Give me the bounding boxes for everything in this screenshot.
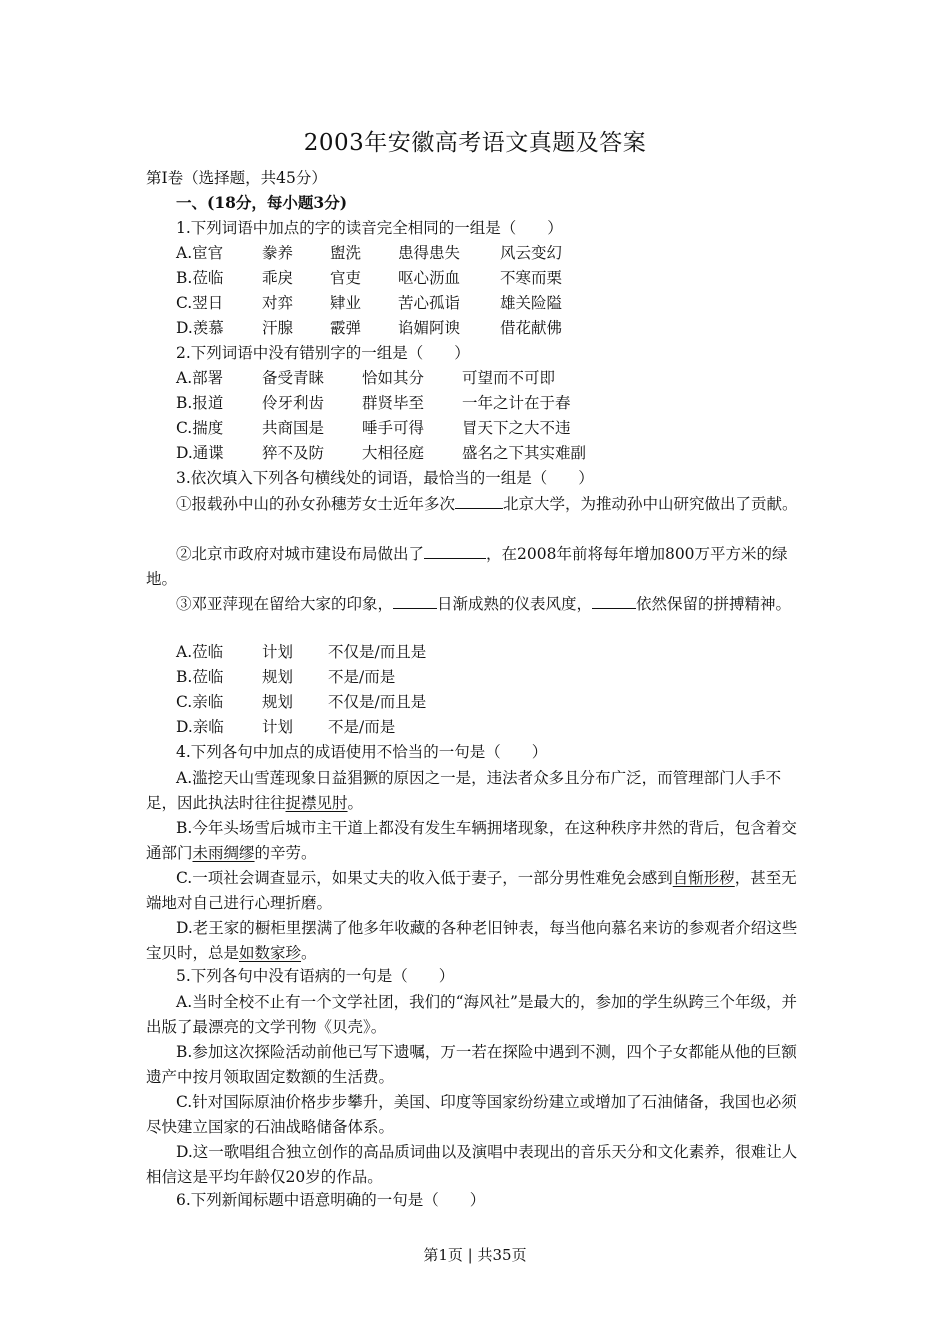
q2-option-c: [176, 418, 571, 438]
q3-c-word2: 规划: [262, 693, 294, 711]
q4-option-d: [146, 916, 806, 966]
q3-option-a: [176, 642, 426, 662]
q3-c-word1: C.亲临: [176, 693, 224, 711]
section-header: 第Ⅰ卷（选择题，共45分）: [146, 169, 327, 187]
q1-option-b: [176, 268, 562, 288]
q3-d-word2: 计划: [262, 718, 294, 736]
page-title: 2003年安徽高考语文真题及答案: [303, 130, 647, 156]
q2-a-word2: 备受青睐: [262, 369, 325, 387]
q5-option-b: B.参加这次探险活动前他已写下遗嘱，万一若在探险中遇到不测，四个子女都能从他的巨额遗产中按月领取固定数额的生活费。: [146, 1043, 797, 1086]
q2-a-word3: 恰如其分: [362, 369, 425, 387]
q3-s2-blank: [424, 544, 486, 559]
q2-c-word3: 唾手可得: [362, 419, 425, 437]
q3-d-word3: 不是/而是: [328, 718, 396, 736]
q2-d-word3: 大相径庭: [362, 444, 425, 462]
q2-d-word4: 盛名之下其实难副: [462, 444, 587, 462]
q1-d-word1: D.羡慕: [176, 319, 224, 337]
q2-c-word4: 冒天下之大不违: [462, 419, 571, 437]
q3-s2-text-a: ②北京市政府对城市建设布局做出了: [176, 545, 425, 563]
q3-option-b: [176, 667, 395, 687]
q2-c-word1: C.揣度: [176, 419, 224, 437]
q3-sentence-3: [146, 592, 806, 617]
q2-d-word2: 猝不及防: [262, 444, 325, 462]
q3-s3-text-b: 日渐成熟的仪表风度，: [437, 595, 593, 613]
q4-c-idiom: 自惭形秽: [672, 869, 735, 887]
q1-d-word2: 汗腺: [262, 319, 294, 337]
q1-c-word5: 雄关险隘: [500, 294, 563, 312]
q3-s3-blank-2: [592, 594, 636, 609]
question-1-stem: 1.下列词语中加点的字的读音完全相同的一组是（ ）: [176, 219, 563, 237]
q3-b-word3: 不是/而是: [328, 668, 396, 686]
q4-c-end: ，甚至无端地对自己进行心理折磨。: [146, 869, 797, 912]
q1-option-a: [176, 243, 562, 263]
q2-d-word1: D.通谍: [176, 444, 224, 462]
q3-s3-blank-1: [393, 594, 437, 609]
q4-d-idiom: 如数家珍: [239, 944, 302, 962]
q5-option-a: A.当时全校不止有一个文学社团，我们的“海风社”是最大的，参加的学生纵跨三个年级，并出版了最漂亮的文学刊物《贝壳》。: [146, 993, 797, 1036]
q3-option-d: [176, 717, 395, 737]
q3-d-word1: D.亲临: [176, 718, 224, 736]
q3-s2-text-b: ，在2008年前将每年增加800万平方米的绿地。: [146, 545, 788, 588]
q3-a-word3: 不仅是/而且是: [328, 643, 427, 661]
q4-option-b: [146, 816, 806, 866]
q2-b-word4: 一年之计在于春: [462, 394, 571, 412]
question-3-stem: 3.依次填入下列各句横线处的词语，最恰当的一组是（ ）: [176, 469, 594, 487]
q5-option-d: D.这一歌唱组合独立创作的高品质词曲以及演唱中表现出的音乐天分和文化素养，很难让人相信这是平均年龄仅20岁的作品。: [146, 1143, 798, 1186]
q2-b-word1: B.报道: [176, 394, 224, 412]
q4-d-end: 。: [301, 944, 317, 962]
question-5-stem: 5.下列各句中没有语病的一句是（ ）: [176, 967, 455, 985]
q1-option-c: [176, 293, 562, 313]
q1-b-word1: B.莅临: [176, 269, 224, 287]
q2-option-a: [176, 368, 555, 388]
q3-a-word1: A.莅临: [176, 643, 224, 661]
q3-b-word2: 规划: [262, 668, 294, 686]
q4-b-end: 的辛劳。: [254, 844, 317, 862]
q4-b-idiom: 未雨绸缪: [192, 844, 255, 862]
question-6-stem: 6.下列新闻标题中语意明确的一句是（ ）: [176, 1191, 486, 1209]
q3-c-word3: 不仅是/而且是: [328, 693, 427, 711]
q3-s1-text-a: ①报载孙中山的孙女孙穗芳女士近年多次: [176, 495, 456, 513]
q4-b-text: B.今年头场雪后城市主干道上都没有发生车辆拥堵现象，在这种秩序井然的背后，包含着交通部门: [146, 819, 797, 862]
q1-d-word3: 霰弹: [330, 319, 362, 337]
q3-s1-text-b: 北京大学，为推动孙中山研究做出了贡献。: [503, 495, 798, 513]
q1-c-word4: 苦心孤诣: [398, 294, 461, 312]
q5-option-c: C.针对国际原油价格步步攀升，美国、印度等国家纷纷建立或增加了石油储备，我国也必须尽快建立国家的石油战略储备体系。: [146, 1093, 797, 1136]
q1-b-word2: 乖戾: [262, 269, 294, 287]
q1-c-word3: 肄业: [330, 294, 362, 312]
q4-a-text: A.滥挖天山雪莲现象日益猖獗的原因之一是，违法者众多且分布广泛，而管理部门人手不足，因此执法时往往: [146, 769, 782, 812]
q3-a-word2: 计划: [262, 643, 294, 661]
q2-c-word2: 共商国是: [262, 419, 325, 437]
q1-b-word3: 官吏: [330, 269, 362, 287]
q3-s3-text-a: ③邓亚萍现在留给大家的印象，: [176, 595, 394, 613]
q4-c-text: C.一项社会调查显示，如果丈夫的收入低于妻子，一部分男性难免会感到: [176, 869, 673, 887]
q3-sentence-1: [146, 492, 806, 517]
q4-option-a: [146, 766, 806, 816]
q2-option-b: [176, 393, 571, 413]
q2-b-word3: 群贤毕至: [362, 394, 425, 412]
q4-a-idiom: 捉襟见肘: [285, 794, 348, 812]
q3-option-c: [176, 692, 426, 712]
q3-b-word1: B.莅临: [176, 668, 224, 686]
q1-c-word2: 对弈: [262, 294, 294, 312]
question-4-stem: 4.下列各句中加点的成语使用不恰当的一句是（ ）: [176, 743, 548, 761]
q3-s1-blank: [455, 494, 503, 509]
q1-a-word4: 患得患失: [398, 244, 461, 262]
q2-option-d: [176, 443, 586, 463]
q4-a-end: 。: [347, 794, 364, 812]
q2-a-word4: 可望而不可即: [462, 369, 556, 387]
q1-b-word4: 呕心沥血: [398, 269, 461, 287]
q1-option-d: [176, 318, 562, 338]
question-2-stem: 2.下列词语中没有错别字的一组是（ ）: [176, 344, 470, 362]
q1-d-word5: 借花献佛: [500, 319, 563, 337]
q1-a-word3: 盥洗: [330, 244, 362, 262]
q1-b-word5: 不寒而栗: [500, 269, 563, 287]
q1-d-word4: 谄媚阿谀: [398, 319, 461, 337]
q4-d-text: D.老王家的橱柜里摆满了他多年收藏的各种老旧钟表，每当他向慕名来访的参观者介绍这些宝贝时，总是: [146, 919, 798, 962]
q1-a-word2: 豢养: [262, 244, 294, 262]
part1-header: 一、(18分，每小题3分): [176, 193, 348, 212]
q2-b-word2: 伶牙利齿: [262, 394, 325, 412]
q1-c-word1: C.翌日: [176, 294, 224, 312]
q3-s3-text-c: 依然保留的拼搏精神。: [636, 595, 792, 613]
q1-a-word1: A.宦官: [176, 244, 224, 262]
page-footer: 第1页 | 共35页: [423, 1246, 527, 1264]
q3-sentence-2: [146, 542, 806, 592]
q2-a-word1: A.部署: [176, 369, 224, 387]
q1-a-word5: 风云变幻: [500, 244, 563, 262]
q4-option-c: [146, 866, 806, 916]
